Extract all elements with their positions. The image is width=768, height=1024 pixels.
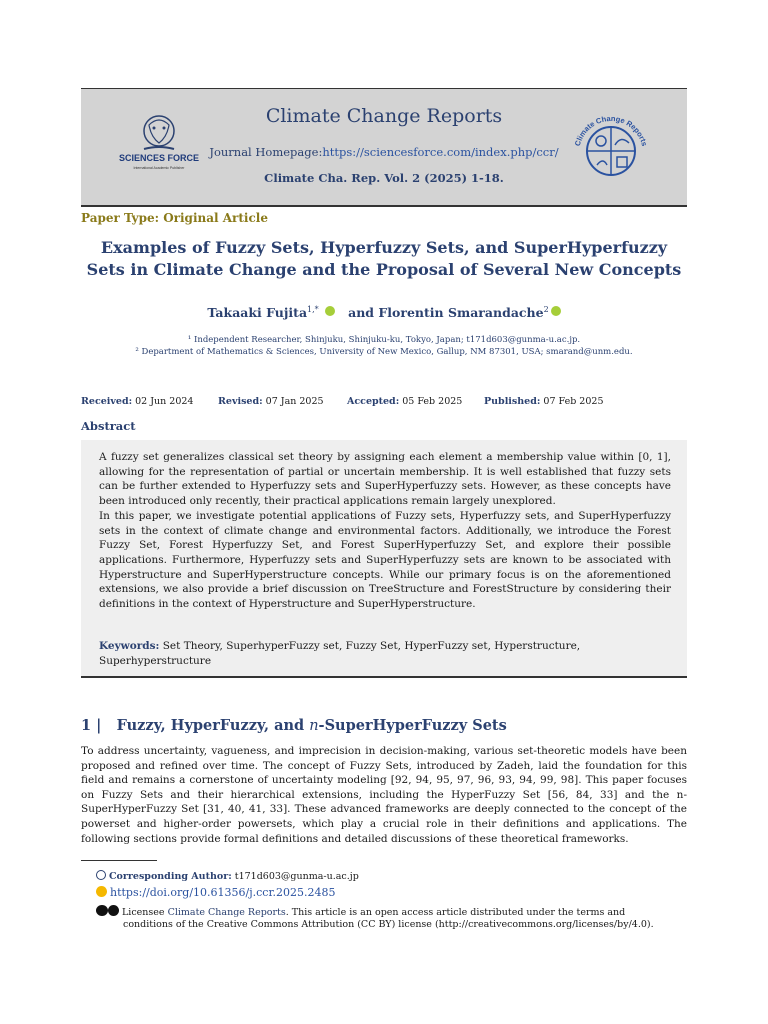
author-2-affil: 2 [543,305,549,314]
revised-date: Revised: 07 Jan 2025 [218,396,324,407]
author-list [0,305,768,320]
paper-title [70,237,698,281]
license-note: Licensee Climate Change Reports. This article is an open access article distributed under the terms and [96,905,625,918]
paper-type: Paper Type: Original Article [81,211,268,225]
email-icon [96,870,106,880]
affiliation-2: ² Department of Mathematics & Sciences, University of New Mexico, Gallup, NM 87301, USA; smarand@unm.edu. [135,347,633,357]
abstract-text [99,450,671,612]
published-date: Published: 07 Feb 2025 [484,396,604,407]
cc-icon [96,905,108,916]
doi-note [96,886,336,899]
author-2: Florentin Smarandache [378,305,544,321]
homepage-label: Journal Homepage: [209,145,323,159]
abstract-box [81,440,687,678]
accepted-date: Accepted: 05 Feb 2025 [347,396,463,407]
svg-text:International Academic Publish: International Academic Publisher [133,166,185,170]
title-line-2: Sets in Climate Change and the Proposal of Several New Concepts [86,260,682,279]
title-line-1: Examples of Fuzzy Sets, Hyperfuzzy Sets, and SuperHyperfuzzy [100,238,668,257]
keywords-list: Set Theory, SuperhyperFuzzy set, Fuzzy Set, HyperFuzzy set, Hyperstructure, Superhyperstructure [99,640,581,667]
abstract-paragraph-2: In this paper, we investigate potential applications of Fuzzy sets, Hyperfuzzy sets, and SuperHyperfuzzy sets in the context of climate change and environmental factors. Additionally, we introduce the Forest Fuzzy Set, Forest Hyperfuzzy Set, and Forest SuperHyperfuzzy Set, and explore their possible applications. Furthermore, Hyperfuzzy sets and SuperHyperfuzzy sets are known to be associated with Hyperstructure and SuperHyperstructure concepts. While our primary focus is on the aforementioned extensions, we also provide a brief discussion on TreeStructure and ForestStructure by considering their definitions in the context of Hyperstructure and SuperHyperstructure. [99,509,671,611]
journal-header [81,88,687,207]
section-1-heading: 1 | Fuzzy, HyperFuzzy, and n-SuperHyperFuzzy Sets [81,717,507,734]
orcid-icon[interactable] [551,306,561,316]
section-1-body: To address uncertainty, vagueness, and imprecision in decision-making, various set-theoretic models have been proposed and refined over time. The concept of Fuzzy Sets, introduced by Zadeh, laid the foundation for this field and remains a cornerstone of uncertainty modeling [92, 94, 95, 97, 96, 93, 94, 99, 98]. This paper focuses on Fuzzy Sets and their hierarchical extensions, including the HyperFuzzy Set [56, 84, 33] and the n-SuperHyperFuzzy Set [31, 40, 41, 33]. These advanced frameworks are deeply connected to the concept of the powerset and higher-order powersets, which play a crucial role in their definitions and applications. The following sections provide formal definitions and detailed discussions of these theoretical frameworks. [81,745,687,845]
license-note-line-2: conditions of the Creative Commons Attribution (CC BY) license (http://creativecommons.org/licenses/by/4.0). [123,919,654,930]
author-and: and [348,305,375,321]
abstract-paragraph-1: A fuzzy set generalizes classical set theory by assigning each element a membership value within [0, 1], allowing for the representation of partial or uncertain membership. It is well established that fuzzy sets can be further extended to Hyperfuzzy sets and SuperHyperfuzzy sets. However, as these concepts have been introduced only recently, their practical applications remain largely unexplored. [99,451,671,508]
journal-volume: Climate Cha. Rep. Vol. 2 (2025) 1-18. [264,171,504,185]
doi-icon [96,886,107,897]
doi-link[interactable]: https://doi.org/10.61356/j.ccr.2025.2485 [110,886,336,899]
affiliation-1: ¹ Independent Researcher, Shinjuku, Shinjuku-ku, Tokyo, Japan; t171d603@gunma-u.ac.jp. [187,335,581,345]
author-1: Takaaki Fujita [207,305,308,321]
svg-text:Climate Change Reports: Climate Change Reports [572,113,650,148]
svg-text:SCIENCES FORCE: SCIENCES FORCE [118,153,200,163]
corresponding-email[interactable]: t171d603@gunma-u.ac.jp [234,871,359,882]
by-icon [108,905,119,916]
climate-change-reports-logo [569,109,653,193]
homepage-link[interactable]: https://sciencesforce.com/index.php/ccr/ [322,145,559,159]
journal-title: Climate Change Reports [265,105,503,127]
received-date: Received: 02 Jun 2024 [81,396,194,407]
corresponding-author-note: Corresponding Author: t171d603@gunma-u.ac.jp [96,870,359,882]
author-1-affil: 1,* [307,305,319,314]
footnote-rule [81,860,157,861]
orcid-icon[interactable] [325,306,335,316]
keywords [99,639,671,668]
section-number: 1 | [81,717,102,734]
keywords-label: Keywords: [99,640,160,652]
abstract-heading: Abstract [81,419,136,433]
